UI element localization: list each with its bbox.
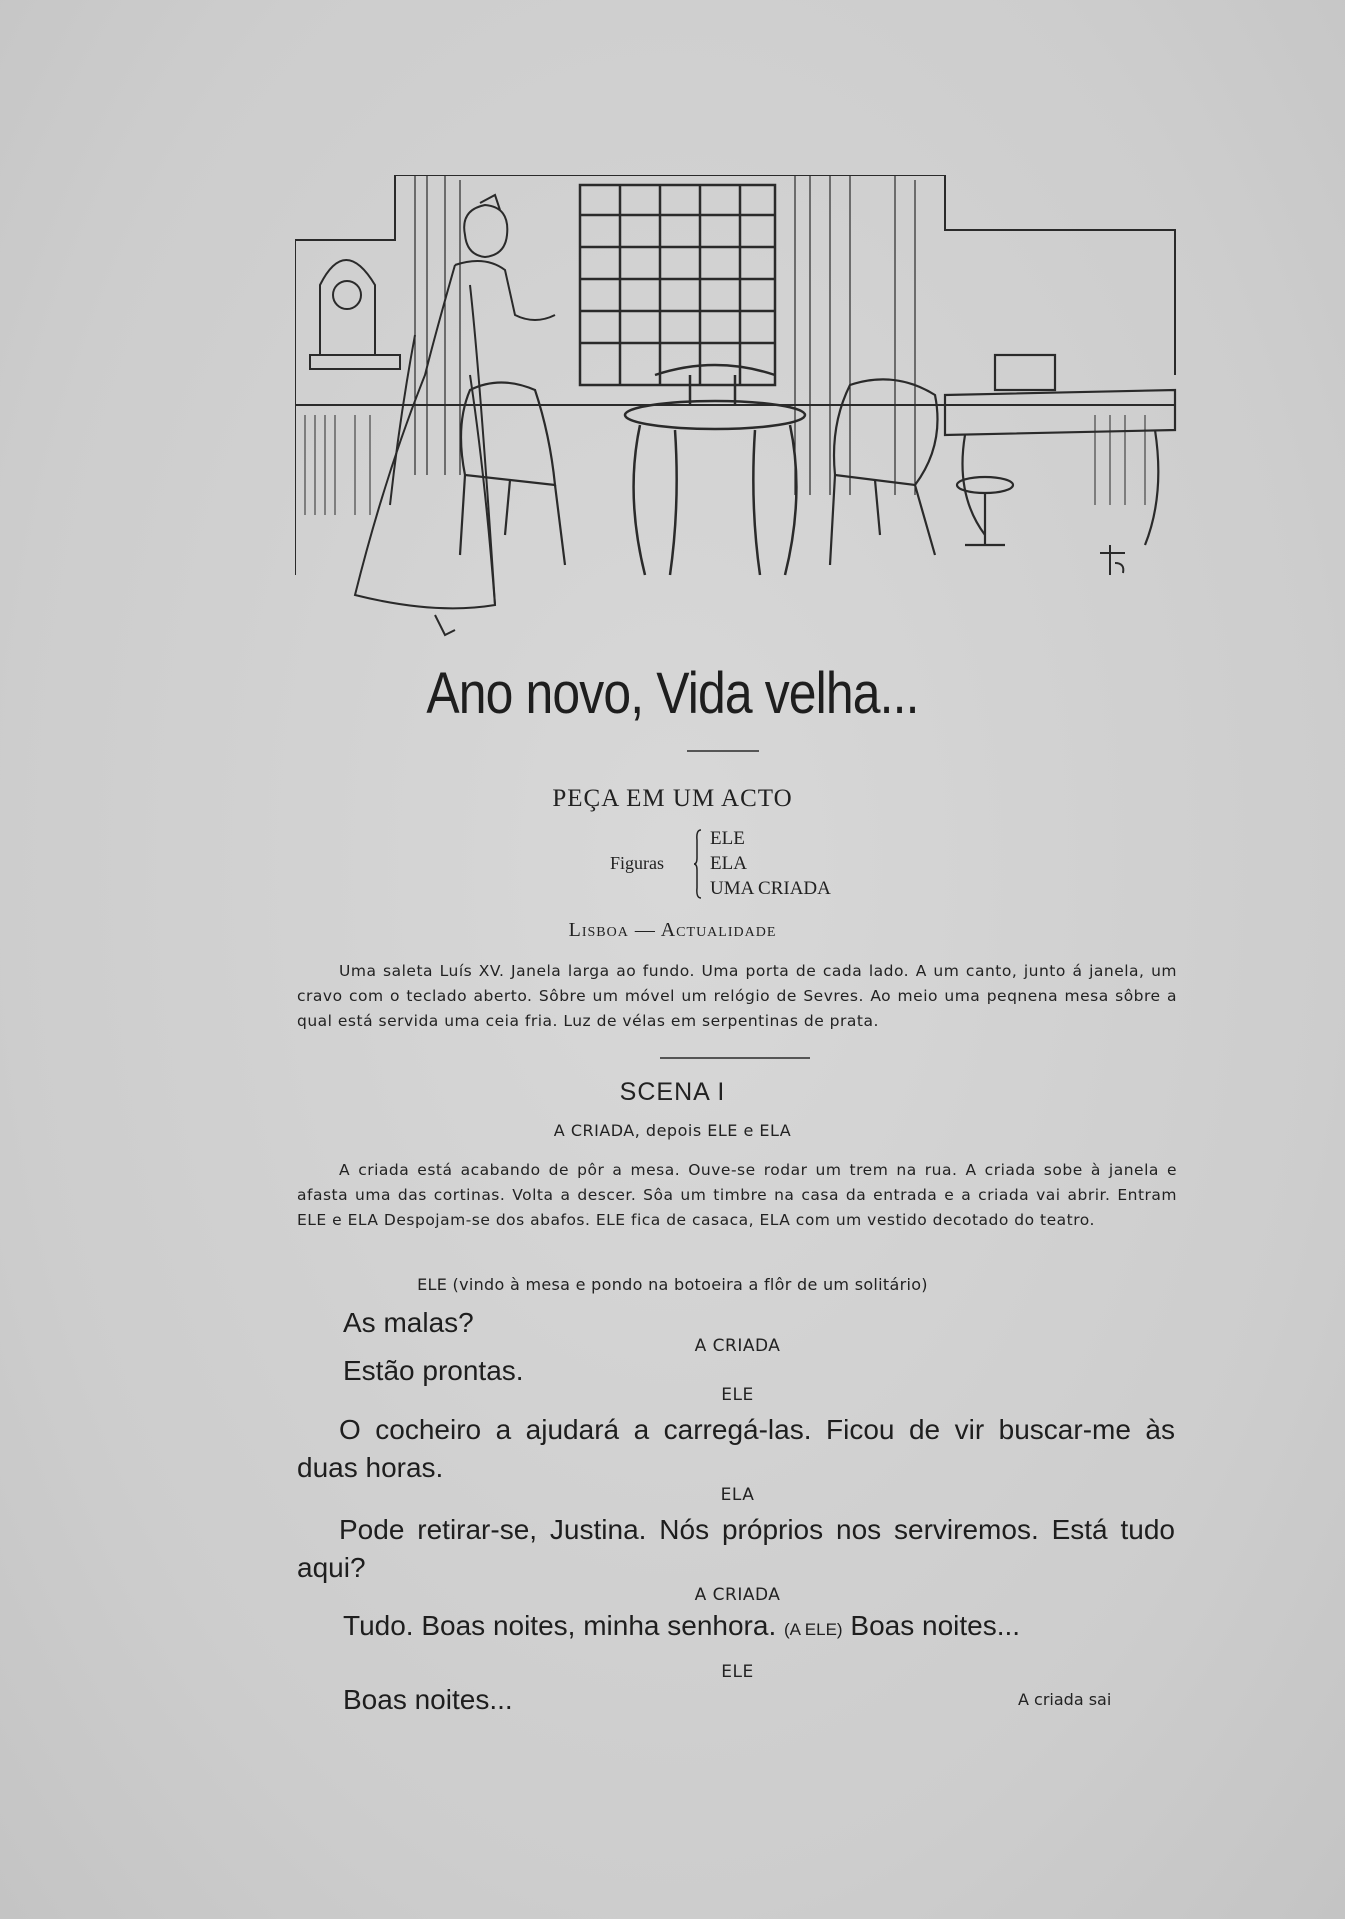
stage-direction: ELE (vindo à mesa e pondo na botoeira a flôr de um solitário) xyxy=(417,1275,928,1294)
cast-name: ELA xyxy=(710,853,747,874)
setting-paragraph: Uma saleta Luís XV. Janela larga ao fundo. Uma porta de cada lado. A um canto, junto á janela, um cravo com o teclado aberto. Sôbre um móvel um relógio de Sevres. Ao meio uma peqnena mesa sôbre a qual está servida uma ceia fria. Luz de vélas em serpentinas de prata. xyxy=(297,962,1177,1030)
speaker-label: ELE xyxy=(721,1662,754,1682)
setting-description xyxy=(297,959,1177,1034)
scene-action xyxy=(297,1158,1177,1233)
scene-characters: A CRIADA, depois ELE e ELA xyxy=(553,1121,792,1140)
dialogue-line: Estão prontas. xyxy=(343,1355,524,1386)
cast-label: Figuras xyxy=(610,853,664,873)
title-divider xyxy=(687,750,759,752)
brace-icon xyxy=(694,828,704,900)
place-and-time: Lisboa — Actualidade xyxy=(568,919,777,941)
section-divider xyxy=(660,1057,810,1059)
scene-title: SCENA I xyxy=(619,1078,726,1106)
illustration-maid-salon xyxy=(295,175,1185,655)
speaker-label: A CRIADA xyxy=(694,1585,781,1605)
speaker-label: ELA xyxy=(720,1485,755,1505)
dialogue-line: Boas noites... xyxy=(343,1684,513,1715)
cast-name: UMA CRIADA xyxy=(710,878,831,899)
speaker-label: A CRIADA xyxy=(694,1336,781,1356)
dialogue-line xyxy=(343,1610,1020,1642)
cast-name: ELE xyxy=(710,828,745,849)
cast-names xyxy=(710,826,831,901)
dialogue-text: Boas noites... xyxy=(850,1610,1021,1641)
dialogue-line: Pode retirar-se, Justina. Nós próprios nos serviremos. Está tudo aqui? xyxy=(297,1514,1175,1583)
dialogue-text: Tudo. Boas noites, minha senhora. xyxy=(343,1610,777,1641)
scene-action-paragraph: A criada está acabando de pôr a mesa. Ouve-se rodar um trem na rua. A criada sobe à janela e afasta uma das cortinas. Volta a descer. Sôa um timbre na casa da entrada e a criada vai abrir. Entram ELE e ELA Despojam-se dos abafos. ELE fica de casaca, ELA com um vestido decotado do teatro. xyxy=(297,1161,1177,1229)
speaker-label: ELE xyxy=(721,1385,754,1405)
aside-direction: (A ELE) xyxy=(784,1620,843,1639)
play-subtitle: PEÇA EM UM ACTO xyxy=(552,785,793,812)
dialogue-line: As malas? xyxy=(343,1307,474,1338)
play-title: Ano novo, Vida velha... xyxy=(426,661,919,726)
dialogue-line: O cocheiro a ajudará a carregá-las. Ficou de vir buscar-me às duas horas. xyxy=(297,1414,1175,1483)
exit-direction: A criada sai xyxy=(1018,1690,1112,1709)
